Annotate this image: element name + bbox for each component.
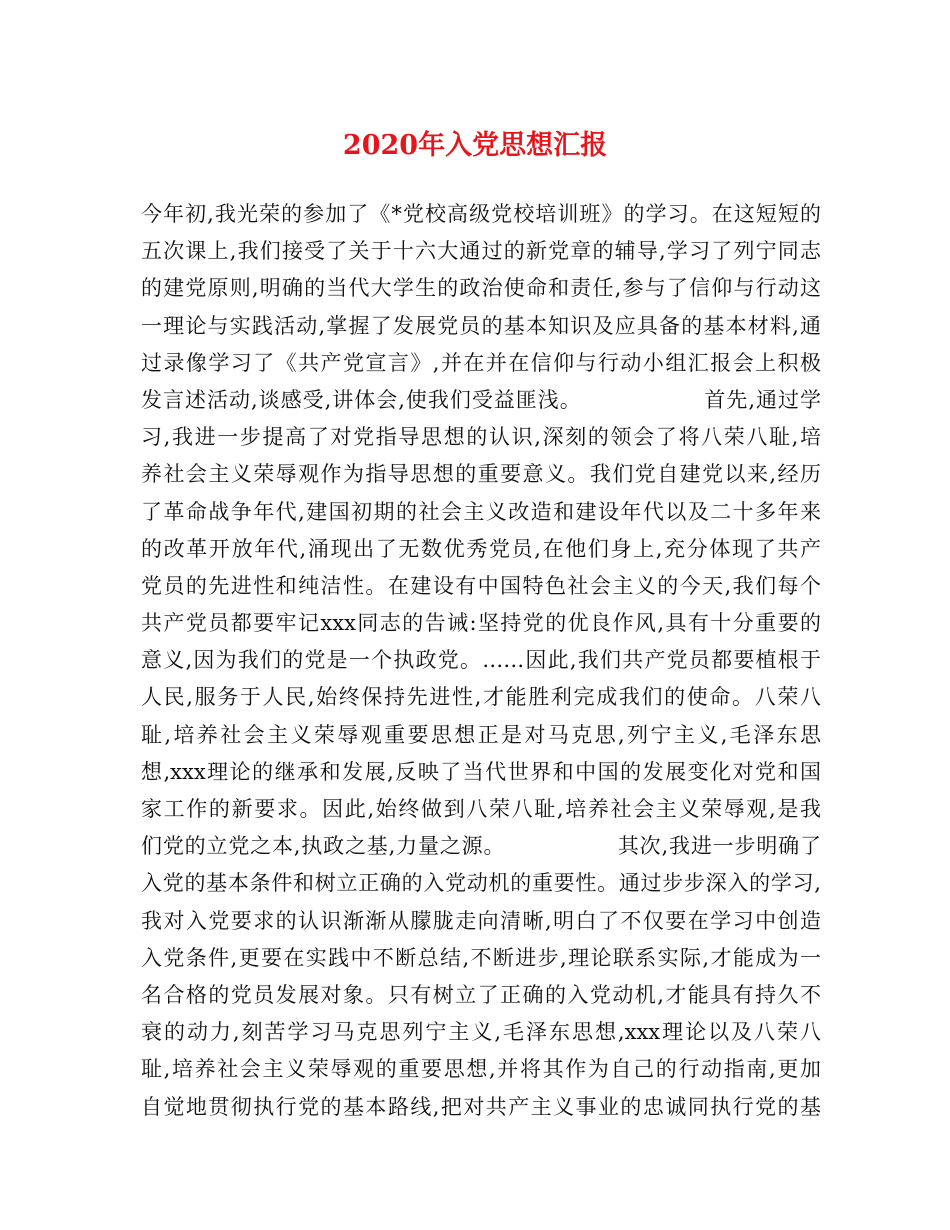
body-line: 了革命战争年代,建国初期的社会主义改造和建设年代以及二十多年来 [141,499,821,524]
body-line: 五次课上,我们接受了关于十六大通过的新党章的辅导,学习了列宁同志 [141,239,821,264]
body-line: 养社会主义荣辱观作为指导思想的重要意义。我们党自建党以来,经历 [141,462,821,487]
body-line: 的改革开放年代,涌现出了无数优秀党员,在他们身上,充分体现了共产 [141,536,821,561]
body-line: 想,xxx理论的继承和发展,反映了当代世界和中国的发展变化对党和国 [141,759,821,784]
body-line: 我对入党要求的认识渐渐从朦胧走向清晰,明白了不仅要在学习中创造 [141,908,821,933]
body-line: 自觉地贯彻执行党的基本路线,把对共产主义事业的忠诚同执行党的基 [141,1094,821,1119]
body-line: 衰的动力,刻苦学习马克思列宁主义,毛泽东思想,xxx理论以及八荣八 [141,1020,821,1045]
body-line: 的建党原则,明确的当代大学生的政治使命和责任,参与了信仰与行动这 [141,276,821,301]
body-line: 人民,服务于人民,始终保持先进性,才能胜利完成我们的使命。八荣八 [141,685,821,710]
body-line: 耻,培养社会主义荣辱观的重要思想,并将其作为自己的行动指南,更加 [141,1057,821,1082]
body-line: 们党的立党之本,执政之基,力量之源。 其次,我进一步明确了 [141,834,821,859]
document-body [141,196,821,1126]
body-line: 党员的先进性和纯洁性。在建设有中国特色社会主义的今天,我们每个 [141,573,821,598]
body-line: 名合格的党员发展对象。只有树立了正确的入党动机,才能具有持久不 [141,982,821,1007]
body-line: 耻,培养社会主义荣辱观重要思想正是对马克思,列宁主义,毛泽东思 [141,722,821,747]
body-line: 发言述活动,谈感受,讲体会,使我们受益匪浅。 首先,通过学 [141,387,821,412]
body-line: 习,我进一步提高了对党指导思想的认识,深刻的领会了将八荣八耻,培 [141,425,821,450]
body-line: 今年初,我光荣的参加了《*党校高级党校培训班》的学习。在这短短的 [141,202,821,226]
body-line: 过录像学习了《共产党宣言》,并在并在信仰与行动小组汇报会上积极 [141,350,821,375]
body-line: 入党条件,更要在实践中不断总结,不断进步,理论联系实际,才能成为一 [141,945,821,970]
body-line: 意义,因为我们的党是一个执政党。……因此,我们共产党员都要植根于 [141,648,821,673]
body-line: 一理论与实践活动,掌握了发展党员的基本知识及应具备的基本材料,通 [141,313,821,338]
body-line: 共产党员都要牢记xxx同志的告诫:坚持党的优良作风,具有十分重要的 [141,611,821,636]
body-line: 家工作的新要求。因此,始终做到八荣八耻,培养社会主义荣辱观,是我 [141,797,821,821]
body-line: 入党的基本条件和树立正确的入党动机的重要性。通过步步深入的学习, [141,871,821,896]
document-title: 2020年入党思想汇报 [342,130,608,161]
